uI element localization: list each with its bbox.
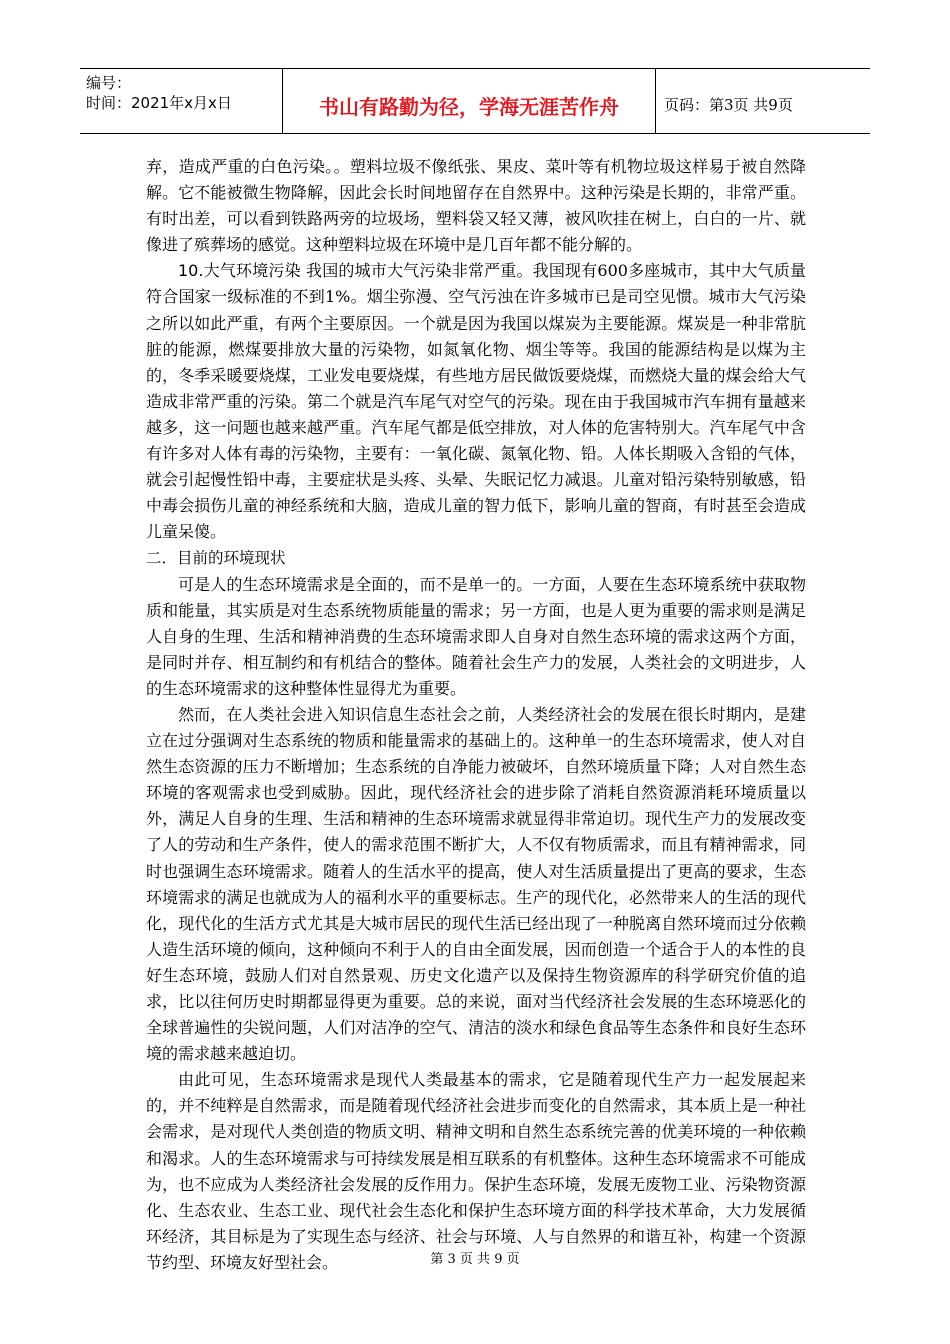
document-date-label: 时间：2021年x月x日 xyxy=(86,94,232,112)
paragraph-historical-development: 然而，在人类社会进入知识信息生态社会之前，人类经济社会的发展在很长时期内，是建立在过分强调对生态系统的物质和能量需求的基础上的。这种单一的生态环境需求，使人对自然生态资源的压力不断增加；生态系统的自净能力被破坏，自然环境质量下降；人对自然生态环境的客观需求也受到威胁。因此，现代经济社会的进步除了消耗自然资源消耗环境质量以外，满足人自身的生理、生活和精神的生态环境需求就显得非常迫切。现代生产力的发展改变了人的劳动和生产条件，使人的需求范围不断扩大，人不仅有物质需求，而且有精神需求，同时也强调生态环境需求。随着人的生活水平的提高，使人对生活质量提出了更高的要求，生态环境需求的满足也就成为人的福利水平的重要标志。生产的现代化，必然带来人的生活的现代化，现代化的生活方式尤其是大城市居民的现代生活已经出现了一种脱离自然环境而过分依赖人造生活环境的倾向，这种倾向不利于人的自由全面发展，因而创造一个适合于人的本性的良好生态环境，鼓励人们对自然景观、历史文化遗产以及保持生物资源库的科学研究价值的追求，比以往何历史时期都显得更为重要。总的来说，面对当代经济社会发展的生态环境恶化的全球普遍性的尖锐问题，人们对洁净的空气、清洁的淡水和绿色食品等生态条件和良好生态环境的需求越来越迫切。 xyxy=(146,704,806,1064)
header-meta xyxy=(80,69,283,133)
document-number-label: 编号： xyxy=(86,74,132,92)
paragraph-conclusion: 由此可见，生态环境需求是现代人类最基本的需求，它是随着现代生产力一起发展起来的，并不纯粹是自然需求，而是随着现代经济社会进步而变化的自然需求，其本质上是一种社会需求，是对现代人类创造的物质文明、精神文明和自然生态系统完善的优美环境的一种依赖和渴求。人的生态环境需求与可持续发展是相互联系的有机整体。这种生态环境需求不可能成为，也不应成为人类经济社会发展的反作用力。保护生态环境，发展无废物工业、污染物资源化、生态农业、生态工业、现代社会生态化和保护生态环境方面的科学技术革命，大力发展循环经济，其目标是为了实现生态与经济、社会与环境、人与自然界的和谐互补，构建一个资源节约型、环境友好型社会。 xyxy=(146,1070,806,1272)
paragraph-air-pollution xyxy=(146,258,806,545)
air-pollution-heading: 10.大气环境污染 xyxy=(178,261,301,281)
section-heading: 二．目前的环境现状 xyxy=(146,549,286,568)
page-header xyxy=(80,68,870,134)
header-page-number: 页码：第3页 共9页 xyxy=(664,95,793,114)
document-body xyxy=(146,154,806,1276)
paragraph-white-pollution: 弃，造成严重的白色污染。。塑料垃圾不像纸张、果皮、菜叶等有机物垃圾这样易于被自然降解。它不能被微生物降解，因此会长时间地留存在自然界中。这种污染是长期的，非常严重。有时出差，可以看到铁路两旁的垃圾场，塑料袋又轻又薄，被风吹挂在树上，白白的一片、就像进了殡葬场的感觉。这种塑料垃圾在环境中是几百年都不能分解的。 xyxy=(146,157,806,255)
header-motto: 书山有路勤为径，学海无涯苦作舟 xyxy=(283,69,656,133)
page-footer: 第 3 页 共 9 页 xyxy=(430,1252,520,1267)
paragraph-ecological-needs: 可是人的生态环境需求是全面的，而不是单一的。一方面，人要在生态环境系统中获取物质和能量，其实质是对生态系统物质能量的需求；另一方面，也是人更为重要的需求则是满足人自身的生理、生活和精神消费的生态环境需求即人自身对自然生态环境的需求这两个方面，是同时并存、相互制约和有机结合的整体。随着社会生产力的发展，人类社会的文明进步，人的生态环境需求的这种整体性显得尤为重要。 xyxy=(146,574,806,698)
air-pollution-text: 我国的城市大气污染非常严重。我国现有600多座城市，其中大气质量符合国家一级标准的不到1%。烟尘弥漫、空气污浊在许多城市已是司空见惯。城市大气污染之所以如此严重，有两个主要原因。一个就是因为我国以煤炭为主要能源。煤炭是一种非常肮脏的能源，燃煤要排放大量的污染物，如氮氧化物、烟尘等等。我国的能源结构是以煤为主的，冬季采暖要烧煤，工业发电要烧煤，有些地方居民做饭要烧煤，而燃烧大量的煤会给大气造成非常严重的污染。第二个就是汽车尾气对空气的污染。现在由于我国城市汽车拥有量越来越多，这一问题也越来越严重。汽车尾气都是低空排放，对人体的危害特别大。汽车尾气中含有许多对人体有毒的污染物，主要有：一氧化碳、氮氧化物、铅。人体长期吸入含铅的气体，就会引起慢性铅中毒，主要症状是头疼、头晕、失眠记忆力减退。儿童对铅污染特别敏感，铅中毒会损伤儿童的神经系统和大脑，造成儿童的智力低下，影响儿童的智商，有时甚至会造成儿童呆傻。 xyxy=(146,261,806,542)
